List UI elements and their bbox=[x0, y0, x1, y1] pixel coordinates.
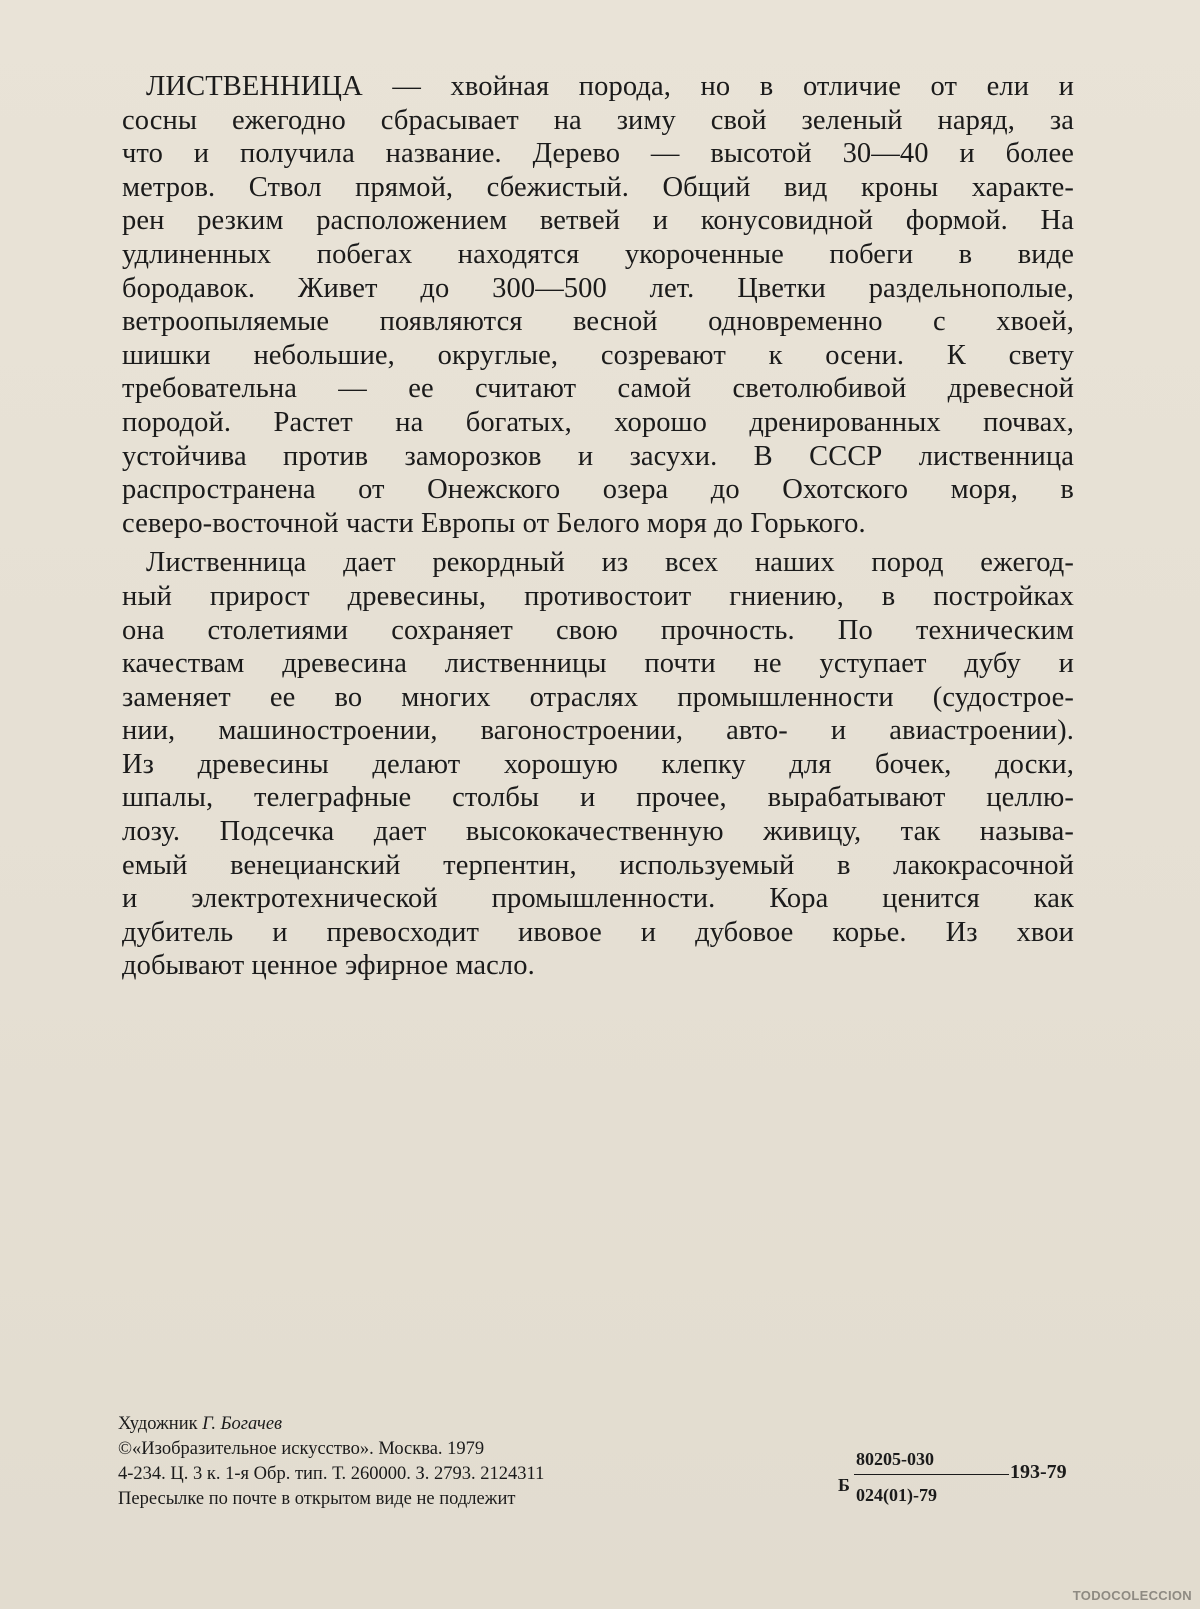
text-line: ный прирост древесины, противостоит гниению, в постройках bbox=[122, 580, 1074, 612]
text-line: бородавок. Живет до 300—500 лет. Цветки раздельнополые, bbox=[122, 272, 1074, 304]
text-line: емый венецианский терпентин, используемый в лакокрасочной bbox=[122, 849, 1074, 881]
artist-label: Художник bbox=[118, 1414, 198, 1434]
text-line: дубитель и превосходит ивовое и дубовое корье. Из хвои bbox=[122, 916, 1074, 948]
artist-name: Г. Богачев bbox=[202, 1414, 283, 1434]
text-line: лозу. Подсечка дает высококачественную живицу, так называ- bbox=[122, 816, 1074, 848]
text-line: породой. Растет на богатых, хорошо дренированных почвах, bbox=[122, 406, 1074, 438]
text-line: Из древесины делают хорошую клепку для бочек, доски, bbox=[122, 748, 1074, 780]
text-line: распространена от Онежского озера до Охотского моря, в bbox=[122, 474, 1074, 506]
text-line: северо-восточной части Европы от Белого моря до Горького. bbox=[122, 507, 866, 539]
text-line: рен резким расположением ветвей и конусовидной формой. На bbox=[122, 205, 1074, 237]
article-text bbox=[122, 70, 1074, 983]
text-line: шпалы, телеграфные столбы и прочее, вырабатывают целлю- bbox=[122, 782, 1074, 814]
text-line: нии, машиностроении, вагоностроении, авто- и авиастроении). bbox=[122, 715, 1074, 747]
text-line: она столетиями сохраняет свою прочность. По техническим bbox=[122, 614, 1074, 646]
catalog-number bbox=[838, 1449, 1098, 1509]
text-line: метров. Ствол прямой, сбежистый. Общий вид кроны характе- bbox=[122, 171, 1074, 203]
text-line: сосны ежегодно сбрасывает на зиму свой зеленый наряд, за bbox=[122, 104, 1074, 136]
catalog-prefix: Б bbox=[838, 1475, 850, 1495]
copyright-line: ©«Изобразительное искусство». Москва. 1979 bbox=[118, 1439, 485, 1459]
imprint bbox=[118, 1412, 738, 1512]
catalog-denominator: 024(01)-79 bbox=[856, 1485, 937, 1505]
text-line: ЛИСТВЕННИЦА — хвойная порода, но в отличие от ели и bbox=[146, 71, 1074, 102]
paragraph-2 bbox=[122, 546, 1074, 983]
text-line: Лиственница дает рекордный из всех наших пород ежегод- bbox=[146, 547, 1074, 579]
text-line: требовательна — ее считают самой светолюбивой древесной bbox=[122, 373, 1074, 405]
postal-note: Пересылке по почте в открытом виде не подлежит bbox=[118, 1489, 516, 1509]
text-line: что и получила название. Дерево — высотой 30—40 и более bbox=[122, 138, 1074, 170]
text-line: устойчива против заморозков и засухи. В СССР лиственница bbox=[122, 440, 1074, 472]
paragraph-1 bbox=[122, 70, 1074, 540]
text-line: шишки небольшие, округлые, созревают к осени. К свету bbox=[122, 339, 1074, 371]
artist-credit bbox=[118, 1412, 738, 1437]
text-line: и электротехнической промышленности. Кора ценится как bbox=[122, 883, 1074, 915]
text-line: заменяет ее во многих отраслях промышленности (судострое- bbox=[122, 681, 1074, 713]
catalog-suffix: 193-79 bbox=[1010, 1461, 1067, 1483]
watermark: TODOCOLECCION bbox=[1072, 1588, 1192, 1603]
text-line: ветроопыляемые появляются весной одновременно с хвоей, bbox=[122, 306, 1074, 338]
text-line: качествам древесина лиственницы почти не уступает дубу и bbox=[122, 648, 1074, 680]
catalog-numerator: 80205-030 bbox=[856, 1449, 934, 1469]
fraction-rule bbox=[854, 1474, 1009, 1475]
text-line: удлиненных побегах находятся укороченные побеги в виде bbox=[122, 238, 1074, 270]
text-line: добывают ценное эфирное масло. bbox=[122, 950, 535, 982]
print-info: 4-234. Ц. 3 к. 1-я Обр. тип. Т. 260000. З. 2793. 2124311 bbox=[118, 1464, 545, 1484]
